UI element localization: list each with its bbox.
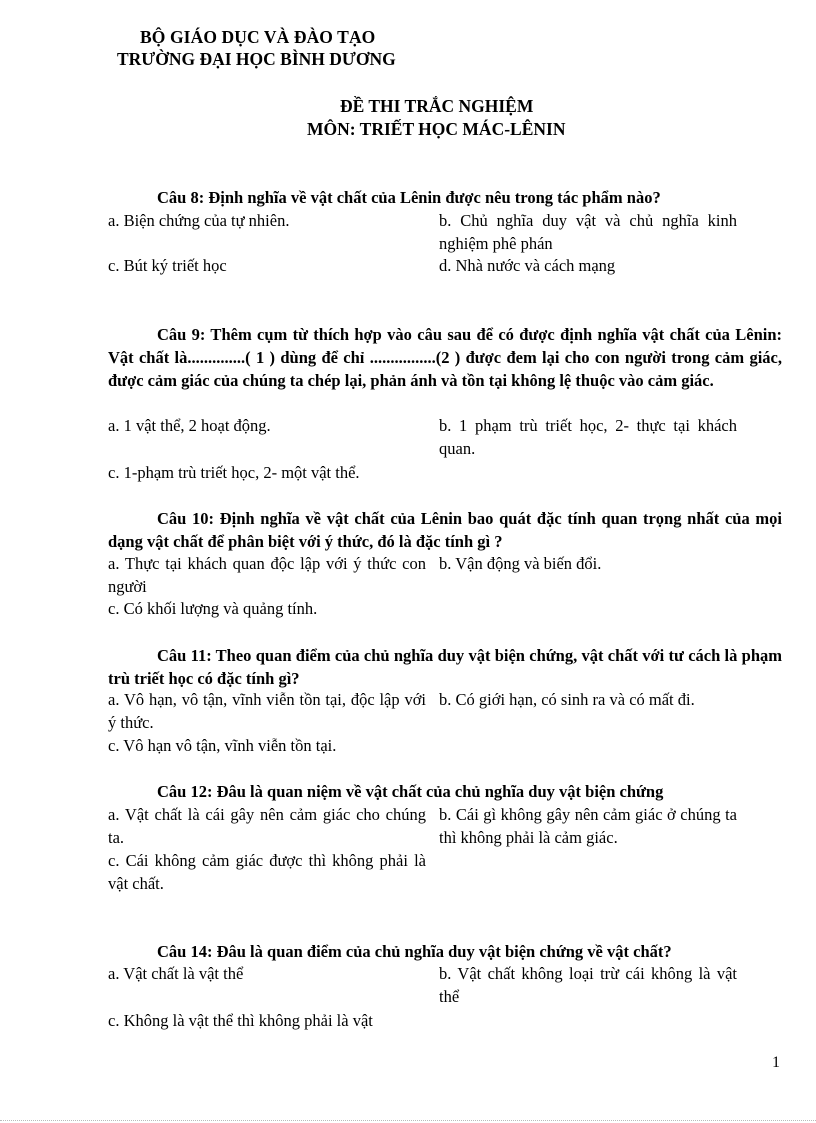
question-11-option-a: a. Vô hạn, vô tận, vĩnh viễn tồn tại, độc lập với ý thức. [108, 690, 426, 732]
ministry-heading: BỘ GIÁO DỤC VÀ ĐÀO TẠO [140, 27, 376, 47]
question-11-option-c: c. Vô hạn vô tận, vĩnh viễn tồn tại. [108, 736, 337, 755]
subject-title: MÔN: TRIẾT HỌC MÁC-LÊNIN [307, 119, 566, 139]
question-9-option-a: a. 1 vật thể, 2 hoạt động. [108, 416, 271, 435]
question-12-option-b: b. Cái gì không gây nên cảm giác ở chúng ta thì không phải là cảm giác. [439, 805, 737, 847]
question-12-option-c: c. Cái không cảm giác được thì không phải là vật chất. [108, 851, 426, 893]
question-8-option-b: b. Chủ nghĩa duy vật và chủ nghĩa kinh nghiệm phê phán [439, 211, 737, 253]
question-10-option-b: b. Vận động và biến đổi. [439, 554, 602, 573]
university-heading: TRƯỜNG ĐẠI HỌC BÌNH DƯƠNG [117, 49, 396, 69]
question-14: Câu 14: Đâu là quan điểm của chủ nghĩa duy vật biện chứng về vật chất? [157, 942, 672, 961]
question-8-option-c: c. Bút ký triết học [108, 256, 227, 275]
question-11: Câu 11: Theo quan điểm của chủ nghĩa duy vật biện chứng, vật chất với tư cách là phạm trù triết học có đặc tính gì? [108, 646, 782, 688]
question-9: Câu 9: Thêm cụm từ thích hợp vào câu sau để có được định nghĩa vật chất của Lênin: Vật chất là..............( 1 ) dùng để chỉ ................(2 ) được đem lại cho con người trong cảm giác, được cảm giác của chúng ta chép lại, phản ánh và tồn tại không lệ thuộc vào cảm giác. [108, 325, 782, 390]
exam-title: ĐỀ THI TRẮC NGHIỆM [340, 96, 534, 116]
question-12-option-a: a. Vật chất là cái gây nên cảm giác cho chúng ta. [108, 805, 426, 847]
page-number: 1 [772, 1054, 780, 1071]
question-10-option-c: c. Có khối lượng và quảng tính. [108, 599, 318, 618]
question-12: Câu 12: Đâu là quan niệm về vật chất của chủ nghĩa duy vật biện chứng [157, 782, 664, 801]
question-8: Câu 8: Định nghĩa về vật chất của Lênin được nêu trong tác phẩm nào? [157, 188, 661, 207]
question-9-option-b: b. 1 phạm trù triết học, 2- thực tại khách quan. [439, 416, 737, 458]
question-14-option-c: c. Không là vật thể thì không phải là vật [108, 1011, 373, 1030]
question-8-option-d: d. Nhà nước và cách mạng [439, 256, 616, 275]
question-10-option-a: a. Thực tại khách quan độc lập với ý thức con người [108, 554, 426, 596]
question-9-option-c: c. 1-phạm trù triết học, 2- một vật thể. [108, 463, 360, 482]
question-10: Câu 10: Định nghĩa về vật chất của Lênin bao quát đặc tính quan trọng nhất của mọi dạng vật chất để phân biệt với ý thức, đó là đặc tính gì ? [108, 509, 782, 551]
question-8-option-a: a. Biện chứng của tự nhiên. [108, 211, 290, 230]
page-bottom-divider [0, 1120, 816, 1121]
question-14-option-a: a. Vật chất là vật thể [108, 964, 244, 983]
question-14-option-b: b. Vật chất không loại trừ cái không là vật thể [439, 964, 737, 1006]
question-11-option-b: b. Có giới hạn, có sinh ra và có mất đi. [439, 690, 695, 709]
